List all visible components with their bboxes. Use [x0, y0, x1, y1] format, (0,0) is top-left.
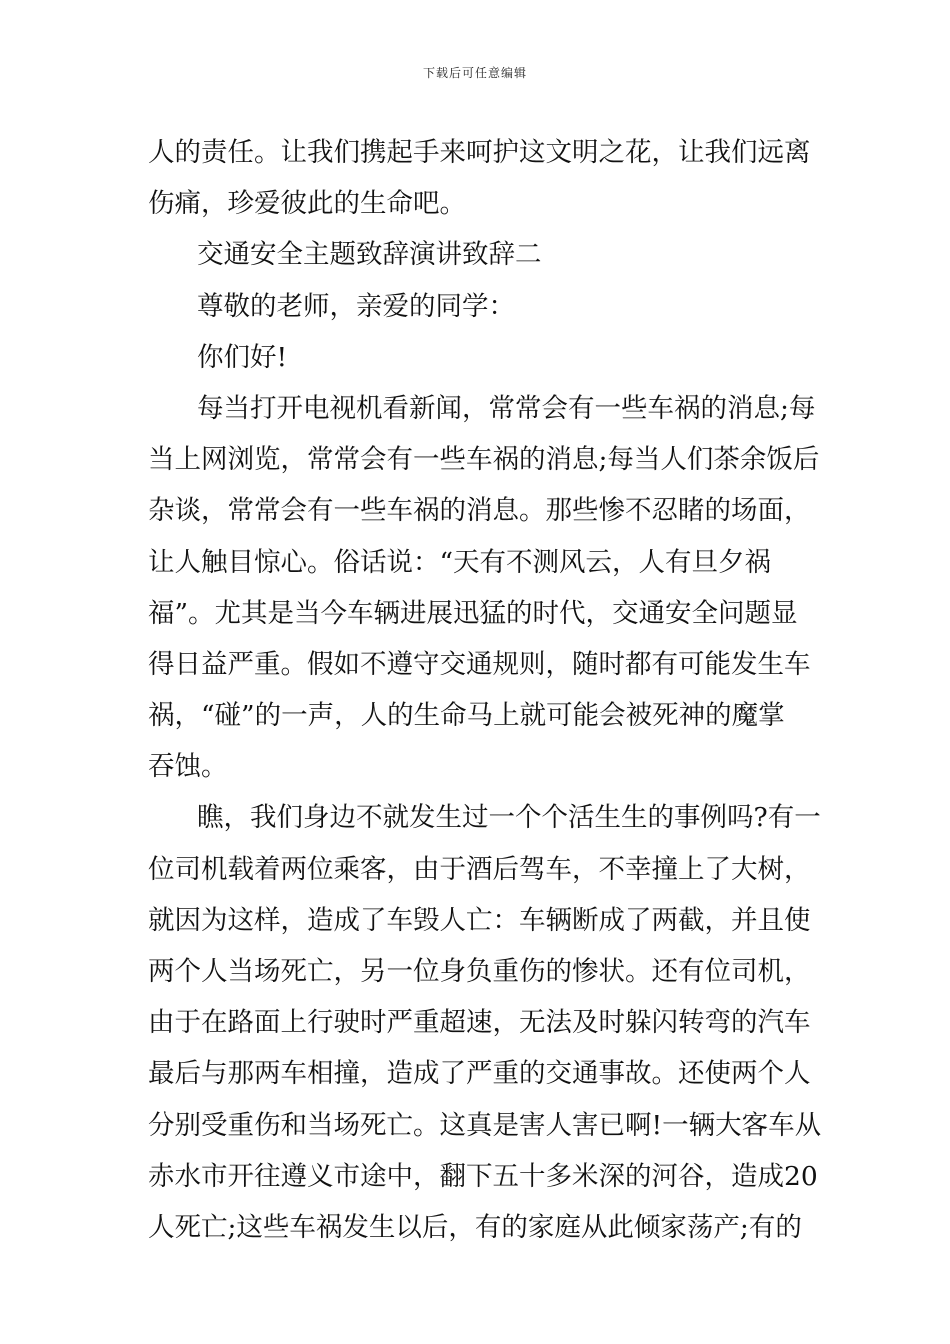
text-line: 就因为这样，造成了车毁人亡：车辆断成了两截，并且使 — [148, 904, 811, 936]
text-line: 让人触目惊心。俗话说：“天有不测风云，人有旦夕祸 — [148, 546, 772, 578]
text-line: 杂谈，常常会有一些车祸的消息。那些惨不忍睹的场面， — [148, 495, 811, 527]
text-line: 人的责任。让我们携起手来呵护这文明之花，让我们远离 — [148, 137, 811, 168]
text-line: 位司机载着两位乘客，由于酒后驾车，不幸撞上了大树， — [148, 853, 811, 885]
section-title: 交通安全主题致辞演讲致辞二 — [197, 239, 542, 271]
text-line: 瞧，我们身边不就发生过一个个活生生的事例吗?有一 — [197, 802, 821, 834]
text-line: 伤痛，珍爱彼此的生命吧。 — [148, 188, 466, 220]
document-body — [148, 127, 822, 1253]
text-line: 得日益严重。假如不遵守交通规则，随时都有可能发生车 — [148, 648, 811, 680]
salutation: 尊敬的老师，亲爱的同学： — [197, 290, 515, 322]
text-line: 福”。尤其是当今车辆进展迅猛的时代，交通安全问题显 — [148, 597, 798, 629]
greeting: 你们好! — [197, 341, 288, 373]
text-line: 赤水市开往遵义市途中，翻下五十多米深的河谷，造成20 — [148, 1160, 818, 1192]
page-header: 下载后可任意编辑 — [422, 66, 527, 80]
text-line: 人死亡;这些车祸发生以后，有的家庭从此倾家荡产;有的 — [148, 1211, 802, 1243]
text-line: 当上网浏览，常常会有一些车祸的消息;每当人们茶余饭后 — [148, 444, 820, 476]
text-line: 每当打开电视机看新闻，常常会有一些车祸的消息;每 — [197, 392, 816, 424]
text-line: 分别受重伤和当场死亡。这真是害人害已啊!一辆大客车从 — [148, 1109, 822, 1141]
text-line: 由于在路面上行驶时严重超速，无法及时躲闪转弯的汽车 — [148, 1007, 811, 1039]
text-line: 祸，“碰”的一声，人的生命马上就可能会被死神的魔掌 — [148, 700, 785, 732]
text-line: 吞蚀。 — [148, 751, 228, 783]
text-line: 两个人当场死亡，另一位身负重伤的惨状。还有位司机， — [148, 956, 811, 987]
text-line: 最后与那两车相撞，造成了严重的交通事故。还使两个人 — [148, 1058, 811, 1090]
